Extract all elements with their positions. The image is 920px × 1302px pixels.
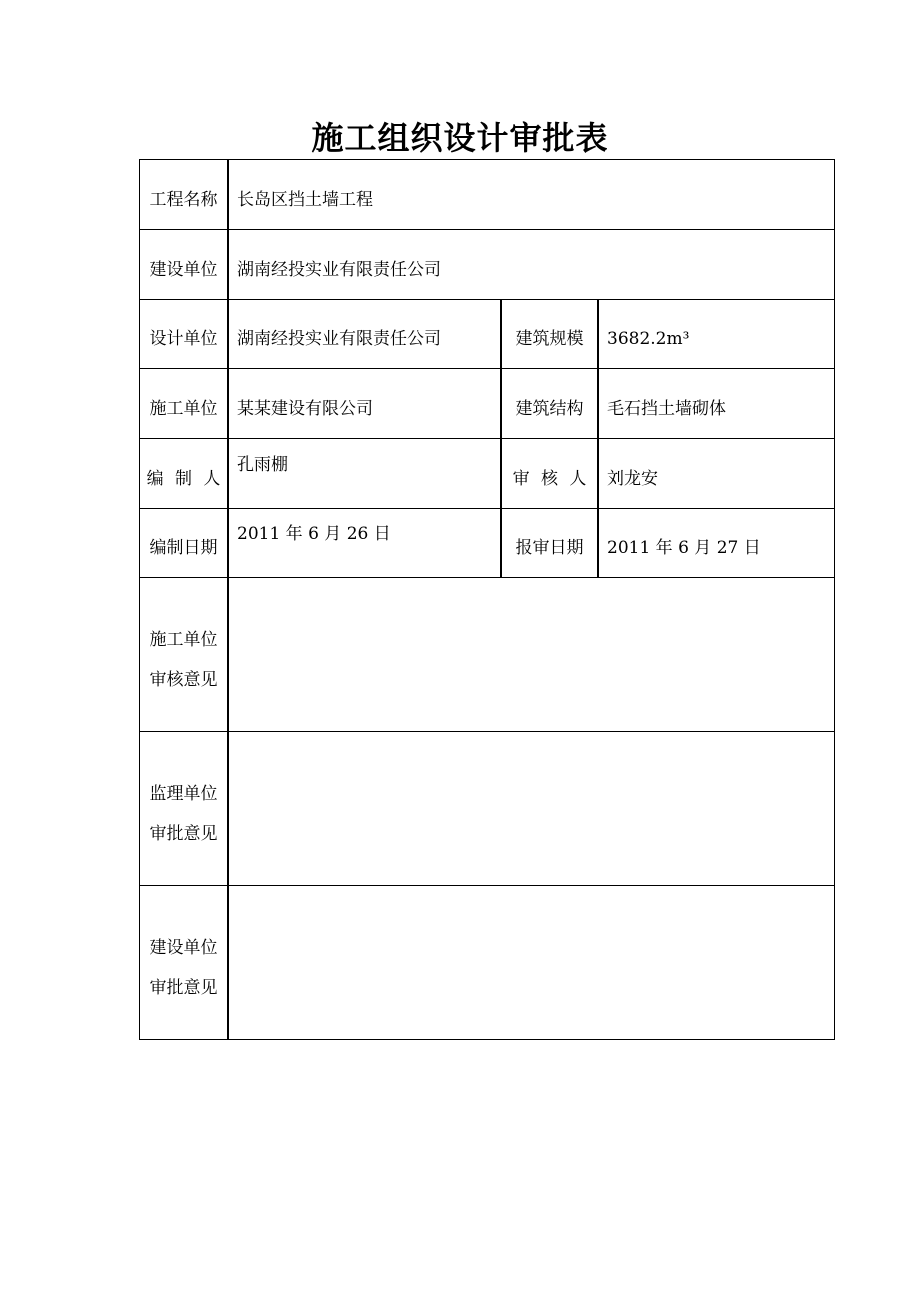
supervisor-opinion-label-line2: 审批意见 bbox=[149, 824, 218, 844]
submit-date-label: 报审日期 bbox=[515, 538, 584, 558]
contractor-opinion-field[interactable] bbox=[237, 590, 827, 720]
owner-value: 湖南经投实业有限责任公司 bbox=[237, 260, 441, 280]
designer-value: 湖南经投实业有限责任公司 bbox=[237, 329, 441, 349]
table-border-bottom bbox=[139, 1039, 835, 1040]
owner-opinion-label-line2: 审批意见 bbox=[149, 978, 218, 998]
row-divider bbox=[139, 731, 835, 732]
table-border-left bbox=[139, 159, 140, 1040]
supervisor-opinion-field[interactable] bbox=[237, 744, 827, 874]
structure-value: 毛石挡土墙砌体 bbox=[607, 399, 726, 419]
owner-label: 建设单位 bbox=[149, 260, 218, 280]
reviewer-value: 刘龙安 bbox=[607, 469, 658, 489]
building-scale-value: 3682.2m³ bbox=[607, 329, 690, 349]
compile-date-label: 编制日期 bbox=[149, 538, 218, 558]
designer-label: 设计单位 bbox=[149, 329, 218, 349]
table-border-right bbox=[834, 159, 835, 1040]
owner-opinion-label-line1: 建设单位 bbox=[149, 938, 218, 958]
project-name-label: 工程名称 bbox=[149, 190, 218, 210]
row-divider bbox=[139, 299, 835, 300]
contractor-value: 某某建设有限公司 bbox=[237, 399, 373, 419]
reviewer-label: 审 核 人 bbox=[512, 469, 587, 489]
row-divider bbox=[139, 577, 835, 578]
compiler-label: 编 制 人 bbox=[146, 469, 221, 489]
contractor-opinion-label-line2: 审核意见 bbox=[149, 670, 218, 690]
owner-opinion-field[interactable] bbox=[237, 898, 827, 1028]
structure-label: 建筑结构 bbox=[515, 399, 584, 419]
building-scale-label: 建筑规模 bbox=[515, 329, 584, 349]
row-divider bbox=[139, 438, 835, 439]
compile-date-value: 2011 年 6 月 26 日 bbox=[237, 524, 391, 544]
page-title: 施工组织设计审批表 bbox=[311, 119, 609, 157]
contractor-label: 施工单位 bbox=[149, 399, 218, 419]
supervisor-opinion-label-line1: 监理单位 bbox=[149, 784, 218, 804]
submit-date-value: 2011 年 6 月 27 日 bbox=[607, 538, 761, 558]
project-name-value: 长岛区挡土墙工程 bbox=[237, 190, 373, 210]
contractor-opinion-label-line1: 施工单位 bbox=[149, 630, 218, 650]
label-column-divider bbox=[227, 159, 229, 1040]
compiler-value: 孔雨棚 bbox=[237, 455, 288, 475]
row-divider bbox=[139, 368, 835, 369]
column-divider bbox=[597, 299, 599, 578]
row-divider bbox=[139, 508, 835, 509]
row-divider bbox=[139, 229, 835, 230]
row-divider bbox=[139, 885, 835, 886]
table-border-top bbox=[139, 159, 835, 160]
